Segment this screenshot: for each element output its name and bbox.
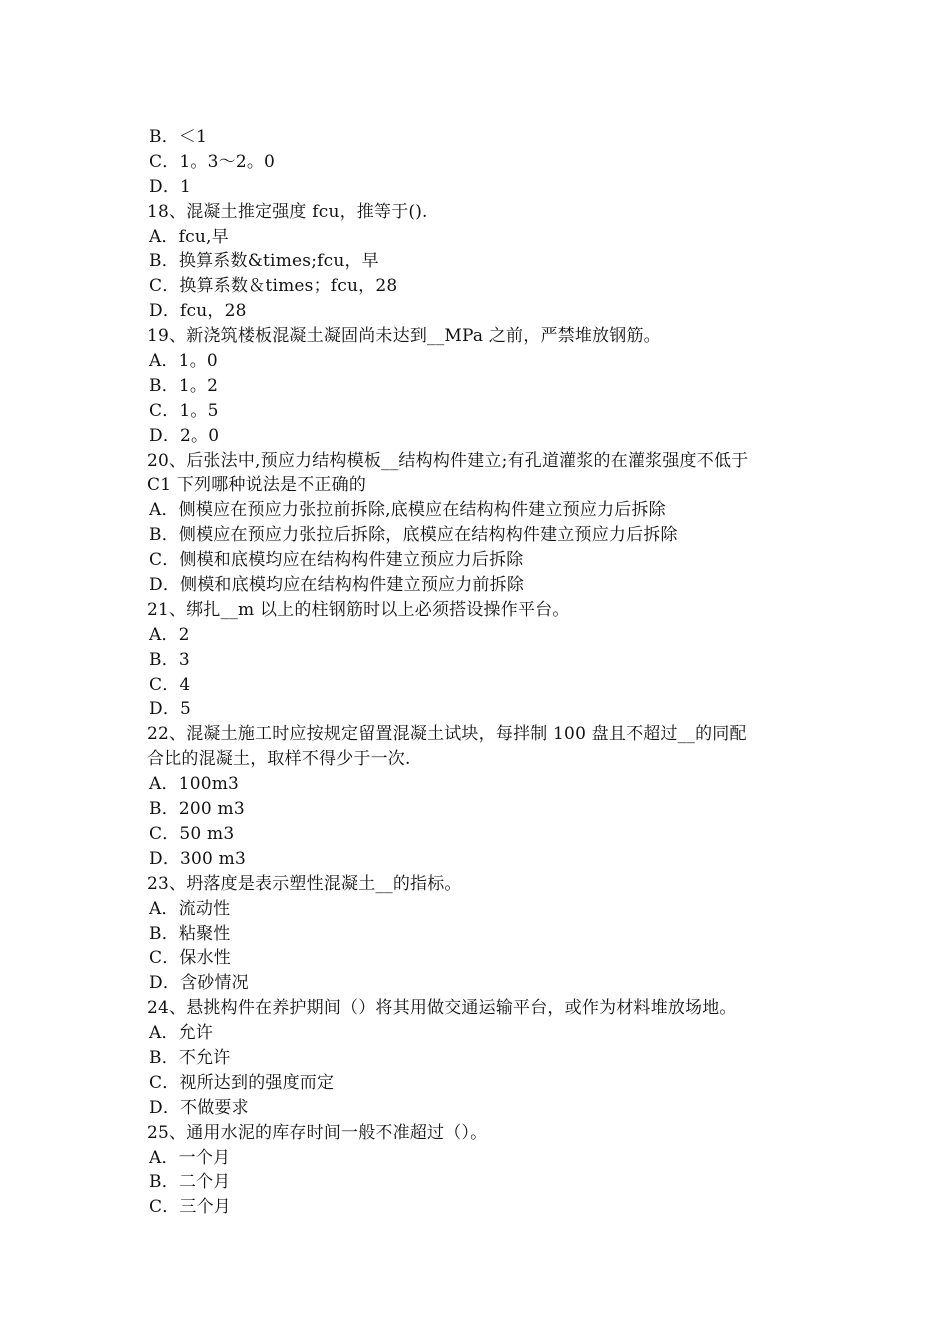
answer-option: D．含砂情况	[149, 973, 249, 994]
answer-option: C．1。3～2。0	[149, 151, 276, 172]
question-list	[147, 125, 827, 1220]
question-line: 22、混凝土施工时应按规定留置混凝土试块，每拌制 100 盘且不超过__的同配	[147, 724, 747, 745]
answer-option: B．换算系数&times;fcu，早	[149, 251, 379, 272]
answer-option: B．＜1	[149, 127, 208, 147]
answer-option: A．1。0	[149, 351, 218, 372]
question-line: 21、绑扎__m 以上的柱钢筋时以上必须搭设操作平台。	[147, 599, 570, 620]
question-line: 20、后张法中,预应力结构模板__结构构件建立;有孔道灌浆的在灌浆强度不低于	[147, 450, 749, 471]
answer-option: D．300 m3	[149, 848, 247, 869]
answer-option: C．4	[149, 674, 191, 695]
answer-option: D．1	[149, 176, 192, 197]
answer-option: B．二个月	[149, 1172, 231, 1193]
answer-option: D．5	[149, 699, 192, 720]
answer-option: C．三个月	[149, 1197, 232, 1218]
answer-option: A．允许	[149, 1023, 214, 1044]
answer-option: A．100m3	[149, 774, 240, 795]
question-line: 23、坍落度是表示塑性混凝土__的指标。	[147, 873, 462, 894]
question-line: 合比的混凝土，取样不得少于一次.	[147, 749, 411, 770]
answer-option: B．侧模应在预应力张拉后拆除，底模应在结构构件建立预应力后拆除	[149, 525, 678, 546]
answer-option: B．1。2	[149, 375, 219, 396]
question-line: 18、混凝土推定强度 fcu，推等于().	[147, 201, 428, 222]
answer-option: A．一个月	[149, 1147, 231, 1168]
question-line: 25、通用水泥的库存时间一般不准超过（）。	[147, 1122, 488, 1143]
answer-option: D．不做要求	[149, 1097, 249, 1118]
answer-option: A．2	[149, 624, 190, 645]
answer-option: B．3	[149, 649, 190, 670]
answer-option: C．视所达到的强度而定	[149, 1072, 335, 1093]
answer-option: B．粘聚性	[149, 923, 231, 944]
answer-option: C．50 m3	[149, 823, 235, 844]
answer-option: B．200 m3	[149, 799, 245, 820]
answer-option: C．换算系数＆times；fcu，28	[149, 276, 398, 297]
answer-option: C．侧模和底模均应在结构构件建立预应力后拆除	[149, 550, 524, 571]
answer-option: A．侧模应在预应力张拉前拆除,底模应在结构构件建立预应力后拆除	[149, 500, 666, 521]
answer-option: D．fcu，28	[149, 301, 247, 322]
question-line: C1 下列哪种说法是不正确的	[147, 475, 367, 496]
answer-option: D．2。0	[149, 425, 220, 446]
answer-option: C．保水性	[149, 948, 232, 969]
answer-option: B．不允许	[149, 1047, 231, 1068]
question-line: 19、新浇筑楼板混凝土凝固尚未达到__MPa 之前，严禁堆放钢筋。	[147, 326, 661, 347]
answer-option: D．侧模和底模均应在结构构件建立预应力前拆除	[149, 575, 525, 596]
question-line: 24、悬挑构件在养护期间（）将其用做交通运输平台，或作为材料堆放场地。	[147, 998, 737, 1019]
answer-option: A．流动性	[149, 898, 231, 919]
answer-option: A．fcu,早	[149, 226, 229, 247]
answer-option: C．1。5	[149, 400, 219, 421]
